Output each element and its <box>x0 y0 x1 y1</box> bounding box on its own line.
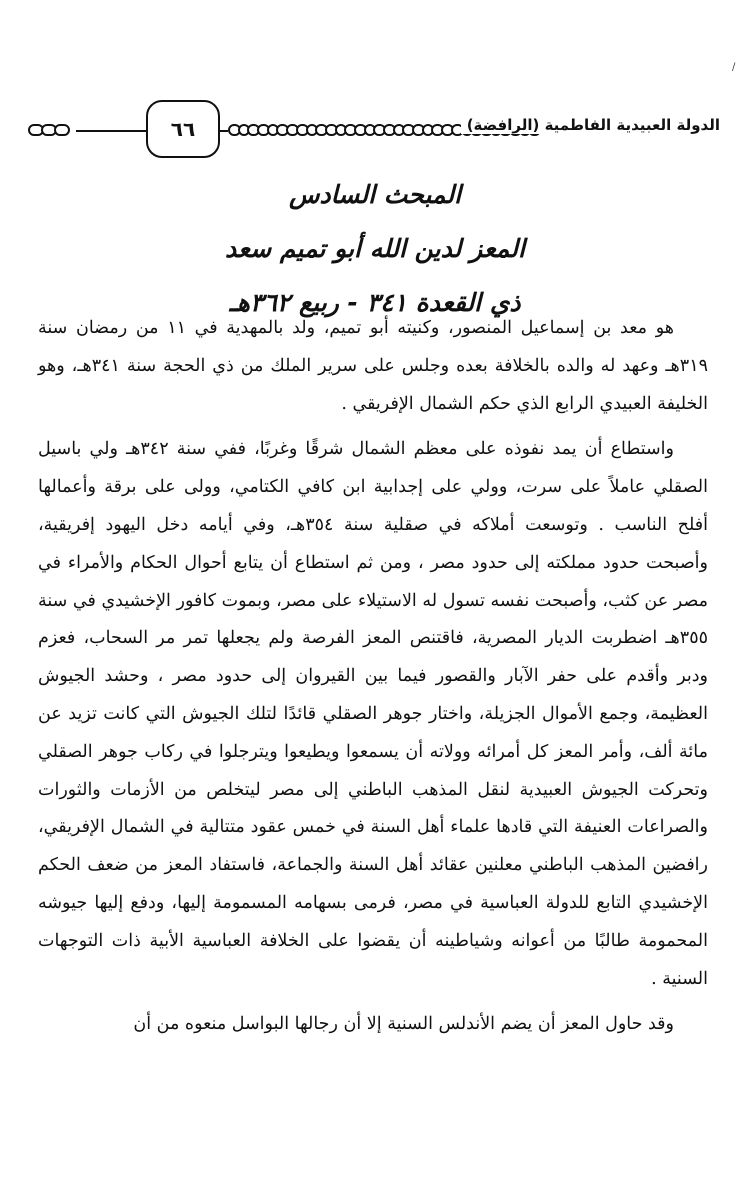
running-title: الدولة العبيدية الفاطمية (الرافضة) <box>461 116 720 134</box>
paragraph: واستطاع أن يمد نفوذه على معظم الشمال شرقًا وغربًا، ففي سنة ٣٤٢هـ ولي باسيل الصقلي عاملاً على سرت، وولي على إجدابية ابن كافي الكتامي، وولى على برقة وأعمالها أفلح الناسب . وتوسعت أملاكه في صقلية سنة ٣٥٤هـ، وفي أيامه دخل اليهود إفريقية، وأصبحت حدود مملكته إلى حدود مصر ، ومن ثم استطاع أن يتابع أحوال الحكام والأمراء في مصر عن كثب، وأصبحت نفسه تسول له الاستيلاء على مصر، وبموت كافور الإخشيدي في سنة ٣٥٥هـ اضطربت الديار المصرية، فاقتنص المعز الفرصة ولم يجعلها تمر مر السحاب، فعزم ودبر وأقدم على حفر الآبار والقصور فيما بين القيروان إلى حدود مصر ، وحشد الجيوش العظيمة، وجمع الأموال الجزيلة، واختار جوهر الصقلي قائدًا لتلك الجيوش التي كانت تزيد عن مائة ألف، وأمر المعز كل أمرائه وولاته أن يسمعوا ويطيعوا ويترجلوا في ركاب جوهر الصقلي وتحركت الجيوش العبيدية لنقل المذهب الباطني إلى مصر ليتخلص من الأزمات والثورات والصراعات العنيفة التي قادها علماء أهل السنة في خمس عقود متتالية في الشمال الإفريقي، رافضين المذهب الباطني معلنين عقائد أهل السنة والجماعة، فاستفاد المعز من ضعف الحكم الإخشيدي التابع للدولة العباسية في مصر، فرمى بسهامه المسمومة إليها، ودفع إليها جيوشه المحمومة طالبًا من أعوانه وشياطينه أن يقضوا على الخلافة العباسية الأبية ذات التوجهات السنية . <box>38 439 709 989</box>
ruler-name-heading: المعز لدين الله أبو تميم سعد <box>225 234 525 263</box>
paragraph: وقد حاول المعز أن يضم الأندلس السنية إلا أن رجالها البواسل منعوه من أن <box>133 1014 674 1035</box>
chapter-titles <box>40 168 710 330</box>
page-header <box>28 100 720 156</box>
corner-mark: / <box>732 62 736 73</box>
paragraph: هو معد بن إسماعيل المنصور، وكنيته أبو تميم، ولد بالمهدية في ١١ من رمضان سنة ٣١٩هـ وعهد له والده بالخلافة بعده وجلس على سرير الملك من ذي الحجة سنة ٣٤١هـ، وهو الخليفة العبيدي الرابع الذي حكم الشمال الإفريقي . <box>38 318 708 414</box>
body-text <box>38 310 708 1044</box>
section-heading: المبحث السادس <box>288 180 462 209</box>
page-number: ٦٦ <box>146 100 220 158</box>
reign-dates-heading: ذي القعدة ٣٤١ - ربيع ٣٦٢هـ <box>229 288 521 317</box>
chain-ornament-left <box>28 121 76 139</box>
